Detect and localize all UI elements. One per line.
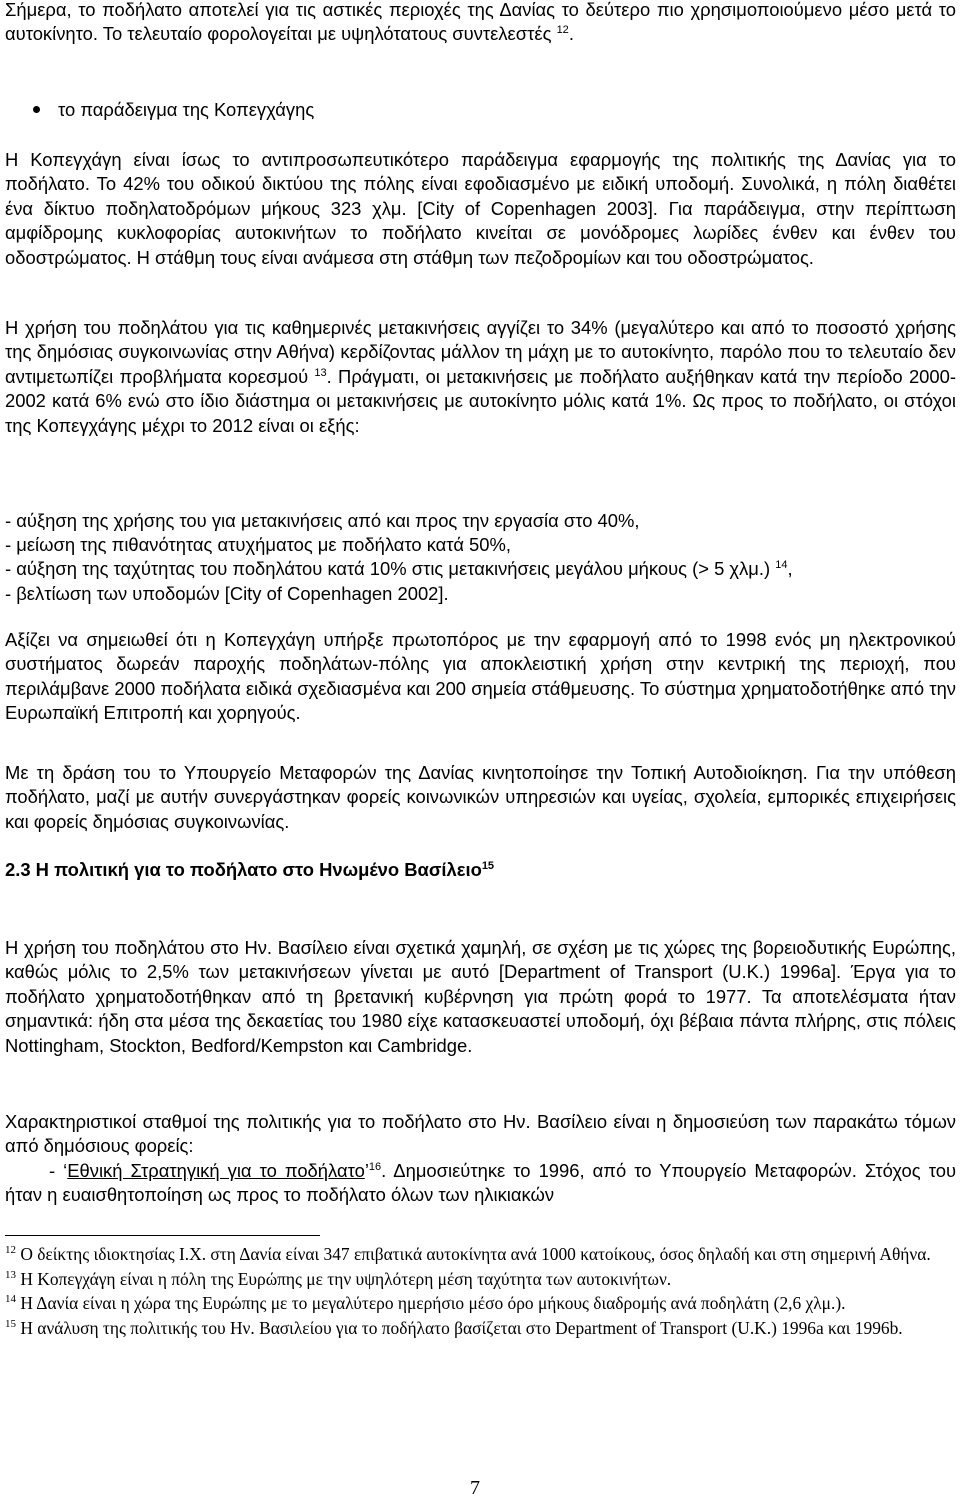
footnotes (5, 1242, 956, 1340)
footnote-ref-16: 16 (368, 1160, 382, 1173)
footnote-ref-14: 14 (775, 559, 788, 572)
stations-item-prefix: - ‘ (49, 1159, 68, 1181)
paragraph-ministry: Με τη δράση του το Υπουργείο Μεταφορών της Δανίας κινητοποίησε την Τοπική Αυτοδιοίκηση. Για την υπόθεση ποδήλατο, μαζί με αυτήν συνεργάστηκαν φορείς κοινωνικών υπηρεσιών και υγείας, σχολεία, εμπορικές επιχειρήσεις και φορείς δημόσιας συγκοινωνίας. (5, 762, 956, 832)
footnote-number: 12 (5, 1244, 16, 1257)
list-item: - αύξηση της χρήσης του για μετακινήσεις από και προς την εργασία στο 40%, (5, 510, 640, 531)
footnote-number: 15 (5, 1317, 16, 1330)
footnote-ref-13: 13 (314, 366, 327, 379)
list-item (5, 557, 956, 581)
paragraph-usage-text: Η χρήση του ποδηλάτου για τις καθημερινές μετακινήσεις αγγίζει το 34% (μεγαλύτερο και από το ποσοστό χρήσης της δημόσιας συγκοινωνίας στην Αθήνα) κερδίζοντας μάλλον τη μάχη με το αυτοκίνητο, παρόλο που το τελευταίο δεν αντιμετωπίζει προβλήματα κορεσμού (5, 317, 956, 387)
bullet-item-label: το παράδειγμα της Κοπεγχάγης (58, 99, 315, 120)
bullet-item (33, 98, 314, 122)
footnote-text: Η Δανία είναι η χώρα της Ευρώπης με το μεγαλύτερο ημερήσιο μέσο όρο μήκους διαδρομής ανά ποδηλάτη (2,6 χλμ.). (16, 1293, 846, 1313)
footnote-separator (5, 1235, 320, 1236)
footnote-13 (5, 1267, 956, 1292)
section-heading-text: 2.3 Η πολιτική για το ποδήλατο στο Ηνωμένο Βασίλειο (5, 859, 482, 880)
footnote-number: 14 (5, 1293, 16, 1306)
page-number: 7 (470, 1477, 480, 1499)
footnote-number: 13 (5, 1268, 16, 1281)
paragraph-intro (5, 0, 956, 47)
paragraph-intro-text: Σήμερα, το ποδήλατο αποτελεί για τις αστικές περιοχές της Δανίας το δεύτερο πιο χρησιμοποιούμενο μέσο μετά το αυτοκίνητο. Το τελευταίο φορολογείται με υψηλότατους συντελεστές (5, 0, 956, 45)
list-item-text: - αύξηση της ταχύτητας του ποδηλάτου κατά 10% στις μετακινήσεις μεγάλου μήκους (> 5 χλμ.) (5, 558, 771, 580)
footnote-text: Η Κοπεγχάγη είναι η πόλη της Ευρώπης με την υψηλότερη μέση ταχύτητα των αυτοκινήτων. (16, 1268, 672, 1289)
paragraph-uk: Η χρήση του ποδηλάτου στο Ην. Βασίλειο είναι σχετικά χαμηλή, σε σχέση με τις χώρες της βορειοδυτικής Ευρώπης, καθώς μόλις το 2,5% των μετακινήσεων γίνεται με αυτό [Department of Transport (U.K.) 1996a]. Έργα για το ποδήλατο χρηματοδοτήθηκαν από τη βρετανική κυβέρνηση για πρώτη φορά το 1977. Τα αποτελέσματα ήταν σημαντικά: ήδη στα μέσα της δεκαετίας του 1980 είχε κατασκευαστεί υποδομή, όχι βέβαια πάντα πλήρης, στις πόλεις Nottingham, Stockton, Bedford/Kempston και Cambridge. (5, 937, 956, 1056)
bullet-icon (33, 106, 40, 113)
paragraph-usage (5, 316, 956, 438)
list-item: - μείωση της πιθανότητας ατυχήματος με ποδήλατο κατά 50%, (5, 534, 511, 556)
paragraph-intro-end: . (568, 23, 574, 45)
paragraph-stations (5, 1110, 956, 1208)
footnote-12 (5, 1242, 956, 1267)
goals-list (5, 509, 956, 606)
footnote-ref-15: 15 (481, 859, 495, 872)
footnote-text: Η ανάλυση της πολιτικής του Ην. Βασιλείου για το ποδήλατο βασίζεται στο Department of Transport (U.K.) 1996a και 1996b. (16, 1317, 903, 1338)
paragraph-1998-system: Αξίζει να σημειωθεί ότι η Κοπεγχάγη υπήρξε πρωτοπόρος με την εφαρμογή από το 1998 ενός μη ηλεκτρονικού συστήματος δωρεάν παροχής ποδηλάτων-πόλης για αποκλειστική χρήση στην κεντρική της περιοχή, που περιλάμβανε 2000 ποδήλατα ειδικά σχεδιασμένα και 200 σημεία στάθμευσης. Το σύστημα χρηματοδοτήθηκε από την Ευρωπαϊκή Επιτροπή και χορηγούς. (5, 629, 956, 724)
footnote-ref-12: 12 (556, 24, 569, 37)
list-item-end: , (787, 558, 793, 580)
paragraph-stations-text: Χαρακτηριστικοί σταθμοί της πολιτικής για το ποδήλατο στο Ην. Βασίλειο είναι η δημοσιεύση των παρακάτω τόμων από δημόσιους φορείς: (5, 1111, 956, 1157)
stations-item-rest: . Δημοσιεύτηκε το 1996, από το Υπουργείο Μεταφορών. Στόχος του ήταν η ευαισθητοποίηση ως προς το ποδήλατο όλων των ηλικιακών (5, 1159, 956, 1206)
footnote-14 (5, 1291, 956, 1316)
paragraph-copenhagen: Η Κοπεγχάγη είναι ίσως το αντιπροσωπευτικότερο παράδειγμα εφαρμογής της πολιτικής της Δανίας για το ποδήλατο. Το 42% του οδικού δικτύου της πόλης είναι εφοδιασμένο με ειδική υποδομή. Συνολικά, η πόλη διαθέτει ένα δίκτυο ποδηλατοδρόμων μήκους 323 χλμ. [City of Copenhagen 2003]. Για παράδειγμα, στην περίπτωση αμφίδρομης κυκλοφορίας αυτοκινήτων το ποδήλατο κινείται σε μονόδρομες λωρίδες ένθεν και ένθεν του οδοστρώματος. Η στάθμη τους είναι ανάμεσα στη στάθμη των πεζοδρομίων και του οδοστρώματος. (5, 149, 956, 268)
footnote-text: Ο δείκτης ιδιοκτησίας Ι.Χ. στη Δανία είναι 347 επιβατικά αυτοκίνητα ανά 1000 κατοίκους, όσος δηλαδή και στη σημερινή Αθήνα. (16, 1244, 931, 1264)
list-item: - βελτίωση των υποδομών [City of Copenhagen 2002]. (5, 582, 449, 604)
section-heading (5, 858, 956, 882)
stations-item-close: ’ (364, 1159, 369, 1181)
stations-item-title: Εθνική Στρατηγική για το ποδήλατο (67, 1159, 365, 1181)
paragraph-usage-text-cont: . Πράγματι, οι μετακινήσεις με ποδήλατο αυξήθηκαν κατά την περίοδο 2000-2002 κατά 6% ενώ στο ίδιο διάστημα οι μετακινήσεις με αυτοκίνητο μόλις κατά 1%. Ως προς το ποδήλατο, οι στόχοι της Κοπεγχάγης μέχρι το 2012 είναι οι εξής: (5, 365, 956, 436)
footnote-15 (5, 1316, 956, 1341)
